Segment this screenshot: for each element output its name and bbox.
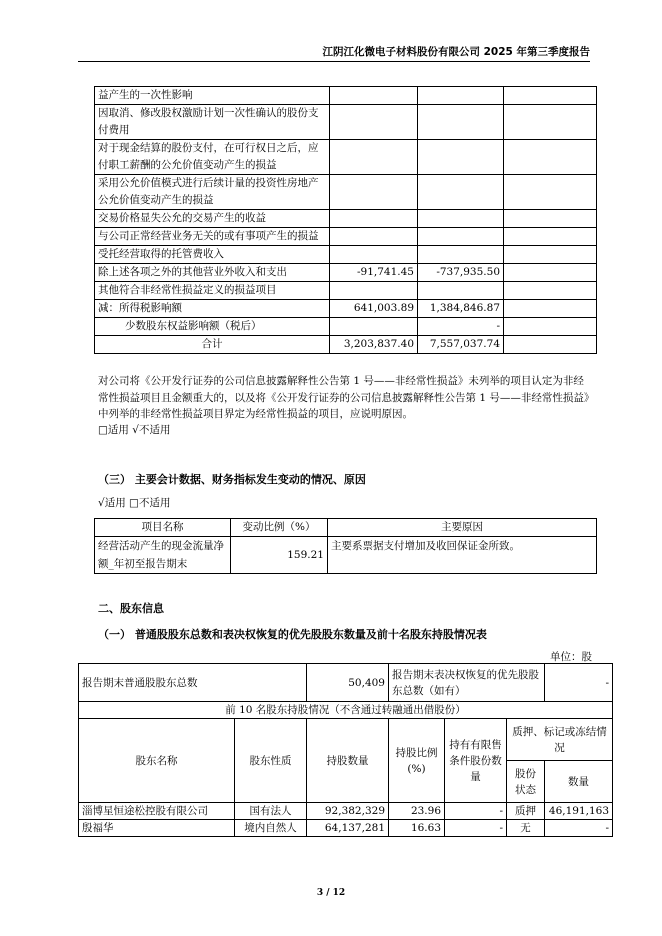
table-row	[95, 175, 597, 210]
change-ratio-value: 159.21	[231, 537, 328, 574]
nonrecurring-item: 少数股东权益影响额（税后）	[95, 318, 330, 336]
nonrecurring-item: 对于现金结算的股份支付，在可行权日之后，应付职工薪酬的公允价值变动产生的损益	[95, 140, 330, 175]
note-cell	[504, 336, 597, 354]
year-to-date-amount: 7,557,037.74	[418, 336, 504, 354]
applicability-checkbox-1: □适用 √不适用	[98, 424, 171, 436]
nonrecurring-item: 减：所得税影响额	[95, 300, 330, 318]
holding-ratio: 16.63	[389, 820, 445, 837]
current-period-amount	[330, 175, 418, 210]
note-cell	[504, 300, 597, 318]
total-shareholders-label: 报告期末普通股股东总数	[79, 664, 307, 702]
preferred-shareholders-value: -	[545, 664, 613, 702]
header-share-status: 股份状态	[507, 761, 545, 803]
total-shareholders-value: 50,409	[307, 664, 389, 702]
current-period-amount: 3,203,837.40	[330, 336, 418, 354]
shareholder-table	[78, 663, 613, 837]
table-row	[95, 228, 597, 246]
pledge-quantity: -	[545, 820, 613, 837]
header-pledge-quantity: 数量	[545, 761, 613, 803]
section-2-1-title: （一） 普通股股东总数和表决权恢复的优先股股东数量及前十名股东持股情况表	[98, 628, 487, 641]
table-row	[95, 282, 597, 300]
year-to-date-amount	[418, 87, 504, 105]
year-to-date-amount: -	[418, 318, 504, 336]
nonrecurring-item: 受托经营取得的托管费收入	[95, 246, 330, 264]
table-row	[95, 318, 597, 336]
nonrecurring-item: 交易价格显失公允的交易产生的收益	[95, 210, 330, 228]
table-row	[95, 105, 597, 140]
header-pledge-status: 质押、标记或冻结情况	[507, 719, 613, 761]
table-row	[95, 264, 597, 282]
current-period-amount	[330, 210, 418, 228]
restricted-shares: -	[445, 803, 507, 820]
current-period-amount	[330, 105, 418, 140]
note-cell	[504, 228, 597, 246]
nonrecurring-item: 与公司正常经营业务无关的或有事项产生的损益	[95, 228, 330, 246]
current-period-amount	[330, 228, 418, 246]
table-row	[79, 803, 613, 820]
current-period-amount: 641,003.89	[330, 300, 418, 318]
header-shareholder-name: 股东名称	[79, 719, 235, 803]
table-row	[95, 210, 597, 228]
note-cell	[504, 140, 597, 175]
explanation-paragraph: 对公司将《公开发行证券的公司信息披露解释性公告第 1 号——非经常性损益》未列举的项目认定为非经常性损益项目且金额重大的，以及将《公开发行证券的公司信息披露解释性公告第 1 号——非经常性损益》中列举的非经常性损益项目界定为经常性损益的项目，应说明原因。	[98, 375, 590, 420]
nonrecurring-item: 因取消、修改股权激励计划一次性确认的股份支付费用	[95, 105, 330, 140]
note-cell	[504, 246, 597, 264]
header-change-ratio: 变动比例（%）	[231, 519, 328, 537]
current-period-amount: -91,741.45	[330, 264, 418, 282]
nonrecurring-item: 除上述各项之外的其他营业外收入和支出	[95, 264, 330, 282]
header-holding-ratio: 持股比例(%)	[389, 719, 445, 803]
change-reason-table	[94, 518, 597, 574]
change-reason-text: 主要系票据支付增加及收回保证金所致。	[328, 537, 597, 574]
table-row	[79, 820, 613, 837]
share-status: 质押	[507, 803, 545, 820]
table-row	[95, 246, 597, 264]
current-period-amount	[330, 87, 418, 105]
applicability-checkbox-2: √适用 □不适用	[98, 497, 171, 509]
year-to-date-amount: -737,935.50	[418, 264, 504, 282]
header-restricted-shares: 持有有限售条件股份数量	[445, 719, 507, 803]
shares-held: 64,137,281	[307, 820, 389, 837]
nonrecurring-gains-table	[94, 86, 597, 354]
note-cell	[504, 282, 597, 300]
header-shareholder-nature: 股东性质	[235, 719, 307, 803]
year-to-date-amount: 1,384,846.87	[418, 300, 504, 318]
table-row	[95, 140, 597, 175]
pledge-quantity: 46,191,163	[545, 803, 613, 820]
year-to-date-amount	[418, 228, 504, 246]
header-item-name: 项目名称	[95, 519, 231, 537]
header-rule	[78, 61, 590, 62]
table-row	[95, 87, 597, 105]
section-2-title: 二、股东信息	[98, 602, 164, 615]
year-to-date-amount	[418, 140, 504, 175]
header-shares-held: 持股数量	[307, 719, 389, 803]
year-to-date-amount	[418, 246, 504, 264]
unit-label: 单位：股	[550, 651, 592, 663]
note-cell	[504, 105, 597, 140]
shareholder-name: 殷福华	[79, 820, 235, 837]
shareholder-name: 淄博星恒途松控股有限公司	[79, 803, 235, 820]
nonrecurring-item: 其他符合非经常性损益定义的损益项目	[95, 282, 330, 300]
year-to-date-amount	[418, 282, 504, 300]
holding-ratio: 23.96	[389, 803, 445, 820]
shares-held: 92,382,329	[307, 803, 389, 820]
table-row	[95, 300, 597, 318]
nonrecurring-item: 合计	[95, 336, 330, 354]
year-to-date-amount	[418, 175, 504, 210]
page-number: 3 / 12	[316, 888, 346, 898]
shareholder-nature: 国有法人	[235, 803, 307, 820]
note-cell	[504, 264, 597, 282]
current-period-amount	[330, 318, 418, 336]
note-cell	[504, 318, 597, 336]
current-period-amount	[330, 282, 418, 300]
report-header: 江阴江化微电子材料股份有限公司 2025 年第三季度报告	[322, 46, 590, 58]
share-status: 无	[507, 820, 545, 837]
note-cell	[504, 87, 597, 105]
section-3-title: （三） 主要会计数据、财务指标发生变动的情况、原因	[98, 473, 366, 486]
current-period-amount	[330, 140, 418, 175]
nonrecurring-item: 采用公允价值模式进行后续计量的投资性房地产公允价值变动产生的损益	[95, 175, 330, 210]
year-to-date-amount	[418, 210, 504, 228]
nonrecurring-item: 益产生的一次性影响	[95, 87, 330, 105]
restricted-shares: -	[445, 820, 507, 837]
shareholder-nature: 境内自然人	[235, 820, 307, 837]
year-to-date-amount	[418, 105, 504, 140]
change-item-name: 经营活动产生的现金流量净额_年初至报告期末	[95, 537, 231, 574]
table-row	[95, 336, 597, 354]
current-period-amount	[330, 246, 418, 264]
header-main-reason: 主要原因	[328, 519, 597, 537]
preferred-shareholders-label: 报告期末表决权恢复的优先股股东总数（如有）	[389, 664, 545, 702]
note-cell	[504, 210, 597, 228]
note-cell	[504, 175, 597, 210]
top10-title: 前 10 名股东持股情况（不含通过转融通出借股份）	[79, 702, 613, 719]
